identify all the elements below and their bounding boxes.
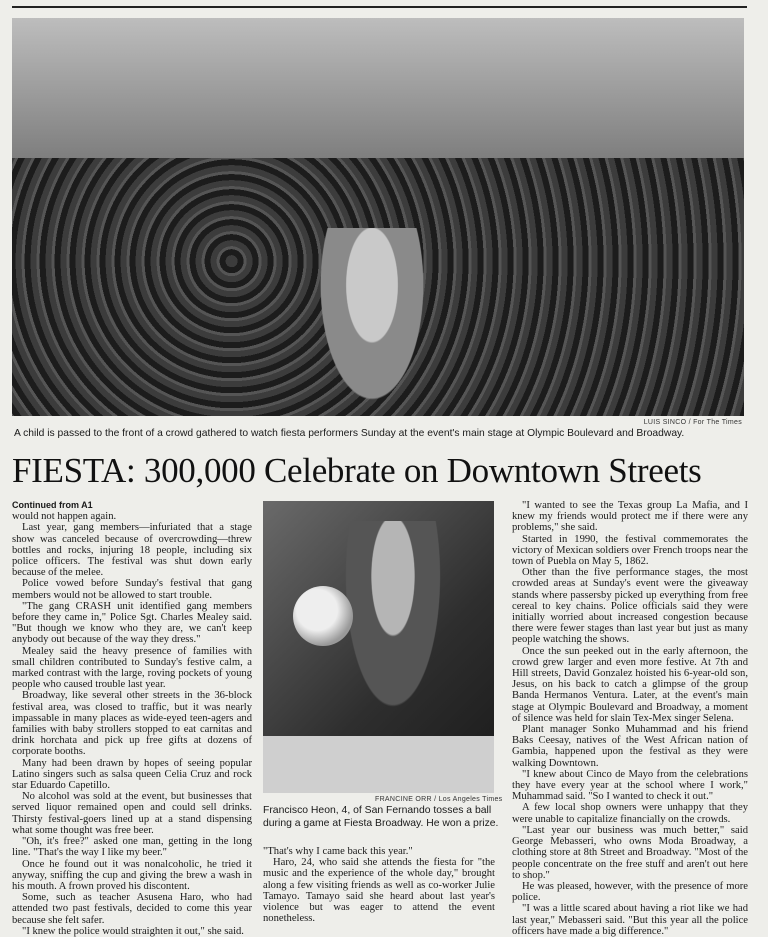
paragraph: "I wanted to see the Texas group La Mafia, and I knew my friends would protect me if there were any problems," she said. xyxy=(512,500,748,534)
paragraph: Last year, gang members—infuriated that a stage show was canceled because of overcrowding—threw bottles and rocks, injuring 18 people, including six police officers. The festival was shut down early because of the melee. xyxy=(12,522,252,579)
top-rule xyxy=(12,6,747,8)
paragraph: would not happen again. xyxy=(12,511,117,523)
paragraph: Haro, 24, who said she attends the fiesta for "the music and the experience of the whole day," brought along a few visiting friends as well as co-worker Julie Tamayo. Tamayo said she heard about last year's violence but was eager to attend the event nonetheless. xyxy=(263,857,495,925)
boy-figure xyxy=(333,521,453,741)
paragraph: No alcohol was sold at the event, but businesses that served liquor remained open and could sell drinks. Thirsty festival-goers lined up at a stand dispensing what some thought was free beer. xyxy=(12,791,252,836)
article-column-3 xyxy=(512,500,748,937)
paragraph: "The gang CRASH unit identified gang members before they came in," Police Sgt. Charles Mealey said. "But though we know who they are, we can't keep anybody out because of the way they dress." xyxy=(12,600,252,646)
paragraph: Mealey said the heavy presence of families with small children contributed to Sunday's festive calm, a marked contrast with the large, roving pockets of young people who caused trouble last year. xyxy=(12,645,252,691)
paragraph: Other than the five performance stages, the most crowded areas at Sunday's event were the giveaway stands where passersby picked up everything from free cereal to key chains. Police officials said they were initially worried about increased congestion because there were fewer stages than last year but just as many people watching the shows. xyxy=(512,567,748,646)
paragraph: "That's why I came back this year." xyxy=(263,846,413,857)
paragraph: Started in 1990, the festival commemorates the victory of Mexican soldiers over French troops near the town of Puebla on May 5, 1862. xyxy=(512,533,748,568)
paragraph: A few local shop owners were unhappy that they were unable to capitalize financially on the crowds. xyxy=(512,802,748,825)
headline: FIESTA: 300,000 Celebrate on Downtown Streets xyxy=(12,451,702,490)
paragraph: Once he found out it was nonalcoholic, he tried it anyway, sniffing the cup and giving the brew a wash in his mouth. A frown proved his discontent. xyxy=(12,858,252,892)
paragraph: Once the sun peeked out in the early afternoon, the crowd grew larger and even more festive. At 7th and Hill streets, David Gonzalez hoisted his 6-year-old son, Jesus, on his back to catch a glimpse of the group Banda Hermanos Ventura. Later, at the event's main stage at Olympic Boulevard and Broadway, a moment of silence was held for slain Tex-Mex singer Selena. xyxy=(512,645,748,724)
child-figure xyxy=(312,228,432,416)
paragraph: "Oh, it's free?" asked one man, getting in the long line. "That's the way I like my beer." xyxy=(12,836,252,859)
crowd-photo xyxy=(12,18,744,416)
paragraph: Some, such as teacher Asusena Haro, who had attended two past festivals, decided to come this year because she felt safer. xyxy=(12,892,252,926)
game-table xyxy=(263,736,494,793)
boy-photo xyxy=(263,501,494,793)
paragraph: "I was a little scared about having a riot like we had last year," Mebasseri said. "But this year all the police officers have made a big difference." xyxy=(512,903,748,937)
photo-credit-2: FRANCINE ORR / Los Angeles Times xyxy=(375,796,503,803)
ball xyxy=(293,586,353,646)
paragraph: Plant manager Sonko Muhammad and his friend Baks Ceesay, natives of the West African nation of Gambia, happened upon the festival as they were walking Downtown. xyxy=(512,724,748,769)
paragraph: He was pleased, however, with the presence of more police. xyxy=(512,880,748,904)
paragraph: Many had been drawn by hopes of seeing popular Latino singers such as salsa queen Celia Cruz and rock star Eduardo Capetillo. xyxy=(12,757,252,792)
paragraph: "Last year our business was much better," said George Mebasseri, who owns Moda Broadway, a clothing store at 8th Street and Broadway. "Most of the people concentrate on the free stuff and aren't out here to shop." xyxy=(512,824,748,881)
street-buildings xyxy=(12,18,744,168)
paragraph: "I knew about Cinco de Mayo from the celebrations they have every year at the school where I work," Muhammad said. "So I wanted to check it out." xyxy=(512,768,748,803)
photo-credit-main: LUIS SINCO / For The Times xyxy=(643,419,742,426)
paragraph: Broadway, like several other streets in the 36-block festival area, was closed to traffic, but it was nearly impassable in many places as wide-eyed teen-agers and families with baby strollers stopped to eat carnitas and drink horchata and pick up free gifts at dozens of corporate booths. xyxy=(12,690,252,758)
paragraph: "I knew the police would straighten it out," she said. xyxy=(22,925,244,937)
paragraph: Police vowed before Sunday's festival that gang members would not be allowed to start trouble. xyxy=(12,578,252,601)
photo-caption-2: Francisco Heon, 4, of San Fernando tosses a ball during a game at Fiesta Broadway. He won a prize. xyxy=(263,805,499,829)
article-column-2 xyxy=(263,846,495,924)
photo-caption-main: A child is passed to the front of a crowd gathered to watch fiesta performers Sunday at the event's main stage at Olympic Boulevard and Broadway. xyxy=(14,428,685,439)
article-column-1 xyxy=(12,500,252,937)
continued-line: Continued from A1 xyxy=(12,500,93,510)
